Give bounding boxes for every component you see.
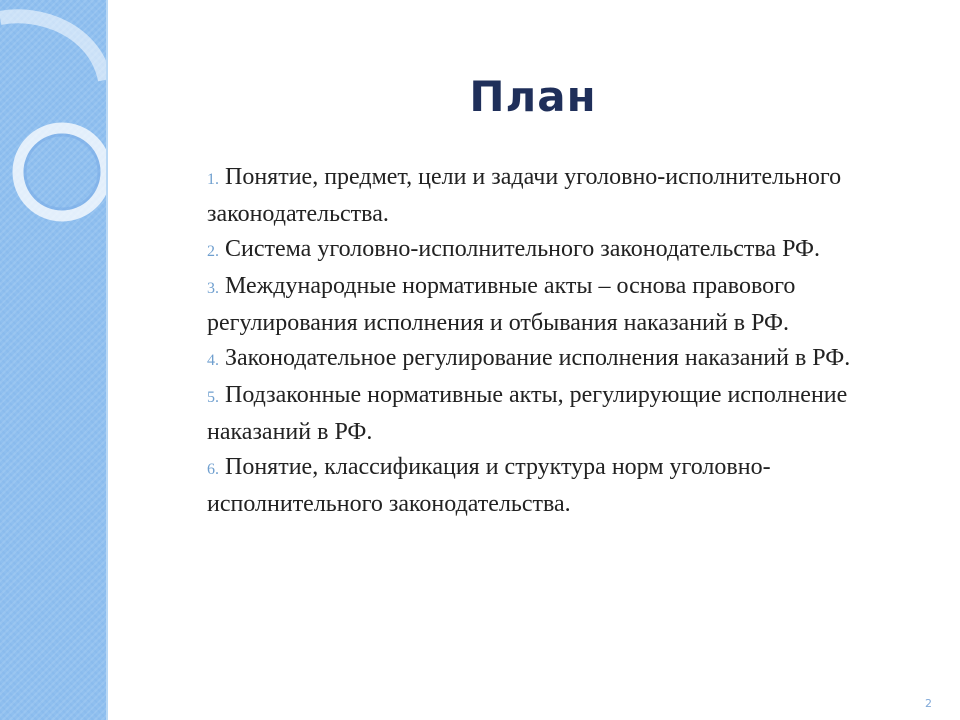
item-text: Понятие, классификация и структура норм уголовно-исполнительного законодательства. [207, 454, 771, 517]
plan-item [207, 269, 937, 341]
plan-list [207, 160, 937, 522]
item-text: Законодательное регулирование исполнения наказаний в РФ. [225, 345, 851, 371]
item-number: 3. [207, 280, 219, 297]
item-number: 6. [207, 461, 219, 478]
plan-item [207, 160, 937, 232]
item-number: 2. [207, 243, 219, 260]
item-text: Система уголовно-исполнительного законодательства РФ. [225, 236, 820, 262]
page-number: 2 [925, 697, 932, 710]
plan-item [207, 378, 937, 450]
plan-item [207, 232, 937, 269]
left-decorative-strip [0, 0, 108, 720]
item-number: 1. [207, 171, 219, 188]
item-text: Международные нормативные акты – основа правового регулирования исполнения и отбывания наказаний в РФ. [207, 273, 796, 336]
plan-item [207, 450, 937, 522]
item-text: Подзаконные нормативные акты, регулирующие исполнение наказаний в РФ. [207, 382, 848, 445]
slide-title: План [469, 72, 597, 121]
item-text: Понятие, предмет, цели и задачи уголовно-исполнительного законодательства. [207, 164, 842, 227]
item-number: 4. [207, 352, 219, 369]
item-number: 5. [207, 389, 219, 406]
circle-decoration [0, 0, 108, 260]
plan-item [207, 341, 937, 378]
